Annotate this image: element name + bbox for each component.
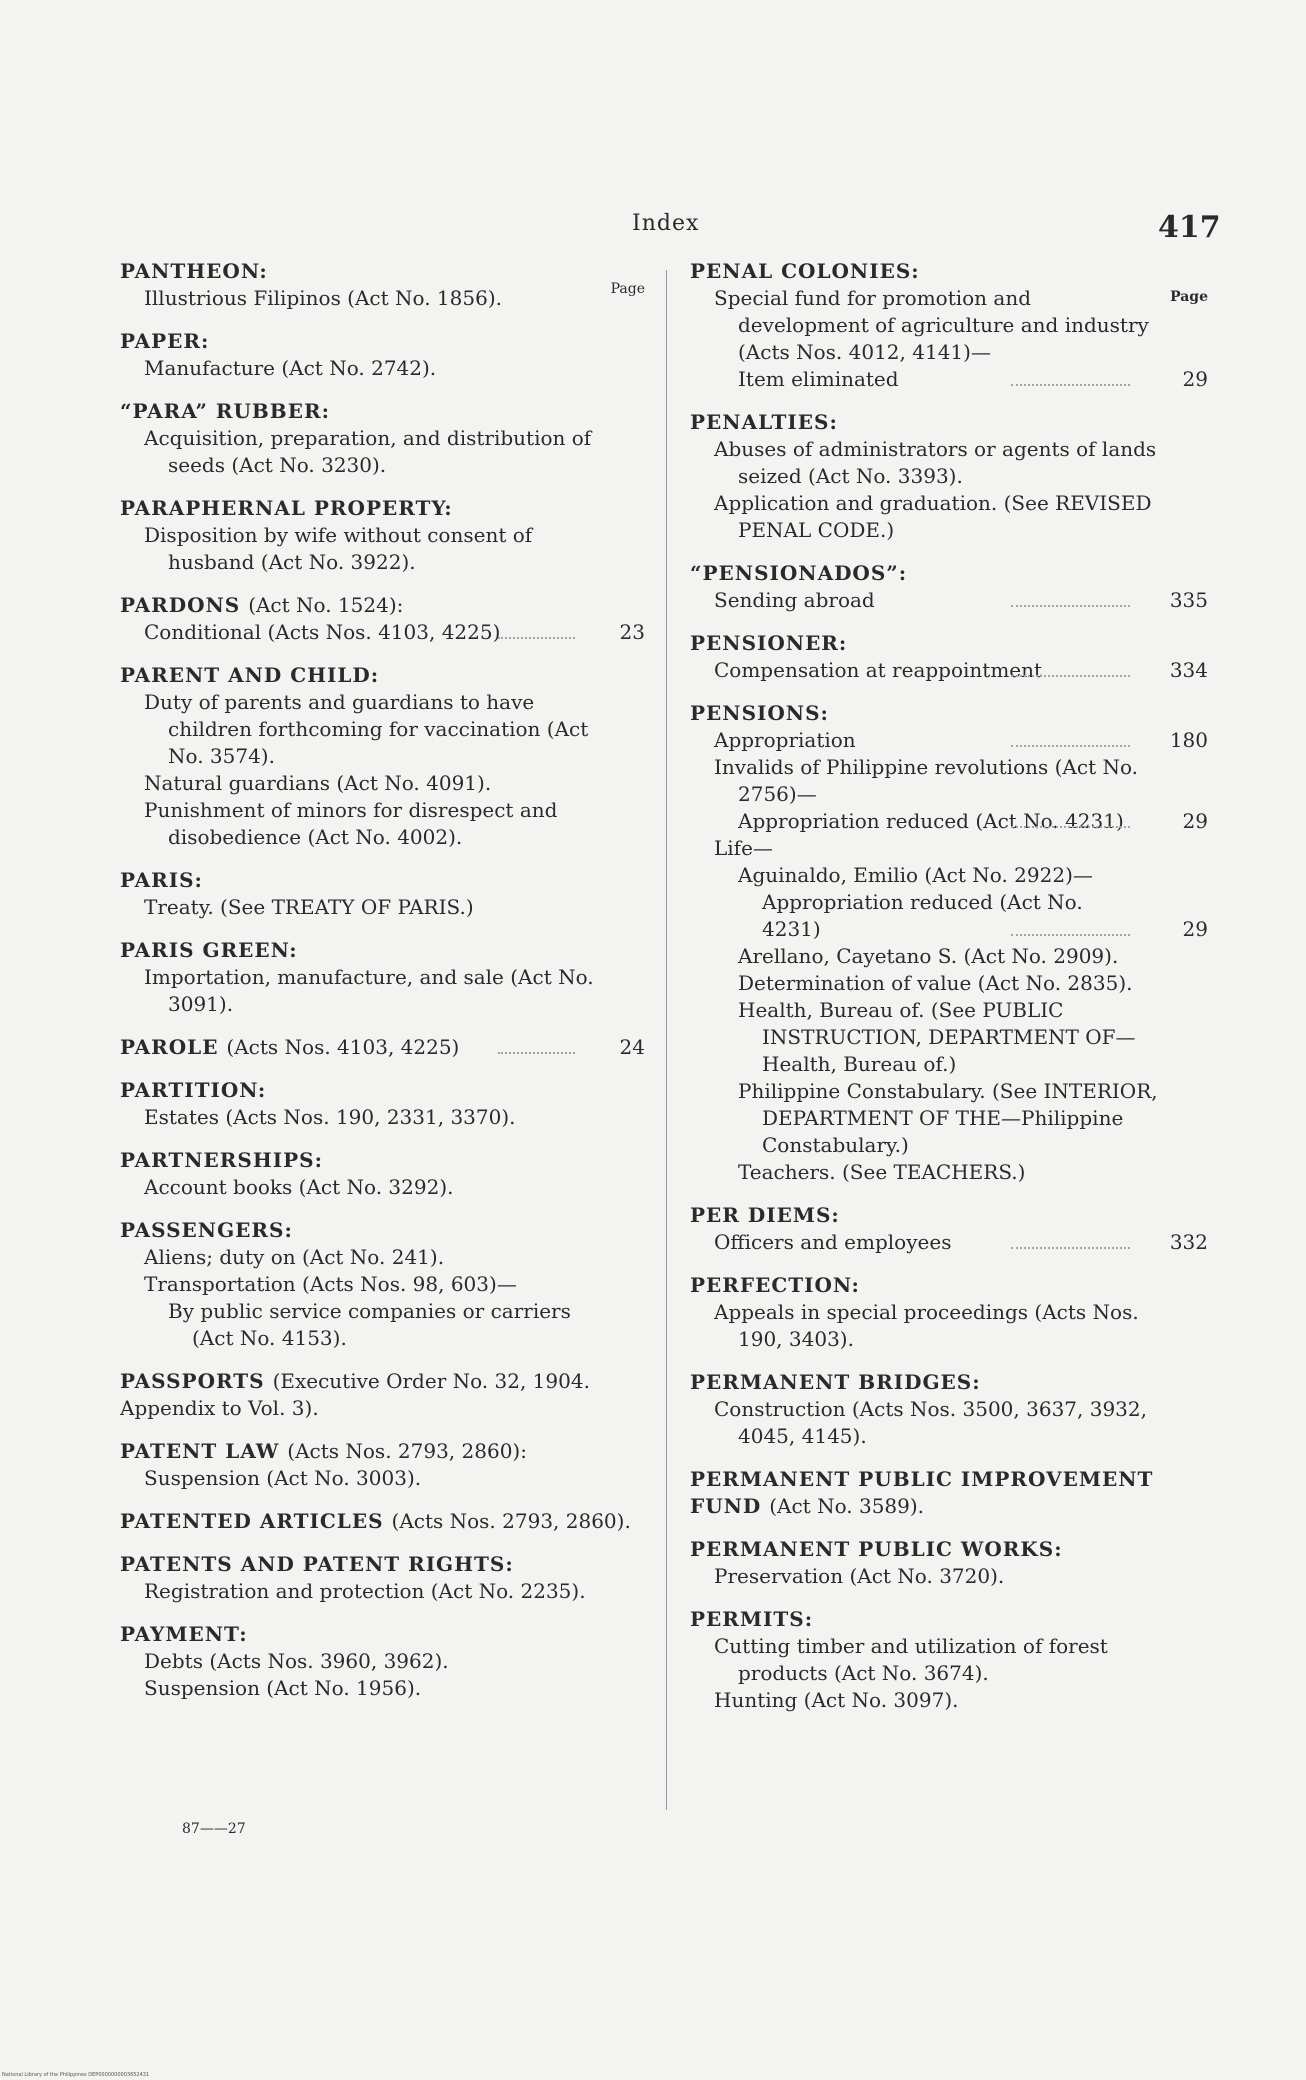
subentry-text: Appropriation reduced (Act No. 4231) [738,809,1124,833]
subentry [120,770,645,797]
subentry-text: Transportation (Acts Nos. 98, 603)— [144,1272,517,1296]
heading-term: PENSIONER: [690,631,848,655]
index-heading [120,937,645,964]
subentry-text: Illustrious Filipinos (Act No. 1856). [144,286,502,310]
index-heading [690,1536,1208,1563]
subentry [120,285,645,312]
subentry-text: Aguinaldo, Emilio (Act No. 2922)— Appropriation reduced (Act No. 4231) [738,863,1093,941]
heading-term: PATENTED ARTICLES [120,1509,384,1533]
heading-term: PERFECTION: [690,1273,860,1297]
subentry-text: Account books (Act No. 3292). [144,1175,454,1199]
page-reference: 29 [1182,917,1208,941]
index-heading [120,1438,645,1465]
heading-term: “PENSIONADOS”: [690,561,908,585]
subentry [120,1675,645,1702]
subentry-text: Aliens; duty on (Act No. 241). [144,1245,445,1269]
subentry-text: Natural guardians (Act No. 4091). [144,771,492,795]
index-heading [690,560,1208,587]
column-rule [666,270,667,1810]
subentry [690,1396,1208,1450]
heading-term: PERMANENT PUBLIC IMPROVEMENT FUND [690,1467,1154,1518]
subentry [120,1174,645,1201]
index-entry [120,1147,645,1201]
subentry-text: Health, Bureau of. (See PUBLIC INSTRUCTION, DEPARTMENT OF—Health, Bureau of.) [738,998,1136,1076]
subentry [690,490,1208,544]
subentry [120,425,645,479]
subentry [690,754,1208,808]
index-entry [120,495,645,576]
subentry-text: Appropriation [714,728,856,752]
index-heading [690,1369,1208,1396]
index-heading [120,1551,645,1578]
subentry-text: Punishment of minors for disrespect and disobedience (Act No. 4002). [144,798,558,849]
index-heading [120,328,645,355]
index-heading [120,1368,645,1422]
heading-term: “PARA” RUBBER: [120,399,330,423]
heading-term: PARTITION: [120,1078,267,1102]
subentry-text: Compensation at reappointment [714,658,1043,682]
subentry [120,1465,645,1492]
index-heading [690,1272,1208,1299]
subentry [120,619,645,646]
subentry-text: Estates (Acts Nos. 190, 2331, 3370). [144,1105,516,1129]
heading-term: PARENT AND CHILD: [120,663,380,687]
heading-term: PERMANENT PUBLIC WORKS: [690,1537,1063,1561]
index-heading [120,592,645,619]
running-head: Index [632,211,700,236]
heading-term: PENALTIES: [690,410,838,434]
printer-signature: 87——27 [182,1821,246,1837]
subentry [690,1633,1208,1687]
heading-reference: (Act No. 1524): [248,593,404,617]
index-heading [120,398,645,425]
subentry-text: By public service companies or carriers (Act No. 4153). [168,1299,571,1350]
heading-term: PENAL COLONIES: [690,259,920,283]
page-reference: 335 [1169,588,1208,612]
heading-term: PERMITS: [690,1607,814,1631]
heading-term: PARIS: [120,868,203,892]
page-number: 417 [1158,210,1221,245]
subentry [690,970,1208,997]
index-entry [690,1466,1208,1520]
page-column-label: Page [610,281,645,297]
index-heading [690,700,1208,727]
index-heading [690,1606,1208,1633]
subentry-text: Suspension (Act No. 3003). [144,1466,422,1490]
subentry-text: Debts (Acts Nos. 3960, 3962). [144,1649,449,1673]
subentry [690,808,1208,835]
subentry-text: Disposition by wife without consent of husband (Act No. 3922). [144,523,533,574]
subentry [120,1271,645,1298]
index-entry [120,1438,645,1492]
index-entry [120,1551,645,1605]
subentry [690,862,1208,943]
index-entry [120,258,645,312]
index-heading [690,630,1208,657]
subentry [690,366,1208,393]
index-heading [120,495,645,522]
index-entry [690,1369,1208,1450]
subentry-text: Manufacture (Act No. 2742). [144,356,437,380]
page-reference: 180 [1169,728,1208,752]
heading-term: PAYMENT: [120,1622,248,1646]
index-heading [120,662,645,689]
heading-term: PATENT LAW [120,1439,280,1463]
index-heading [690,409,1208,436]
index-heading [120,867,645,894]
subentry [120,1578,645,1605]
subentry [120,894,645,921]
subentry [690,587,1208,614]
index-heading [120,1077,645,1104]
index-entry [690,630,1208,684]
heading-term: PATENTS AND PATENT RIGHTS: [120,1552,514,1576]
index-entry [690,560,1208,614]
subentry-text: Treaty. (See TREATY OF PARIS.) [144,895,474,919]
subentry [120,355,645,382]
index-heading [120,1217,645,1244]
index-heading [120,1621,645,1648]
index-entry [120,1368,645,1422]
subentry-text: Registration and protection (Act No. 2235). [144,1579,586,1603]
subentry-text: Philippine Constabulary. (See INTERIOR, DEPARTMENT OF THE—Philippine Constabulary.) [738,1079,1158,1157]
subentry [120,689,645,770]
right-column [690,258,1208,1730]
subentry [690,1229,1208,1256]
page-reference: 23 [619,620,645,644]
heading-term: PERMANENT BRIDGES: [690,1370,981,1394]
subentry [690,943,1208,970]
page-reference: 24 [619,1035,645,1059]
subentry-text: Abuses of administrators or agents of lands seized (Act No. 3393). [714,437,1157,488]
index-entry [120,1217,645,1352]
subentry [690,1078,1208,1159]
index-entry [690,1536,1208,1590]
subentry-text: Special fund for promotion and development of agriculture and industry (Acts Nos. 4012, 4141)— [714,286,1149,364]
heading-reference: (Act No. 3589). [769,1494,925,1518]
heading-reference: (Acts Nos. 2793, 2860). [391,1509,631,1533]
subentry [690,436,1208,490]
subentry [120,964,645,1018]
index-entry [120,867,645,921]
heading-term: PARTNERSHIPS: [120,1148,323,1172]
subentry [690,835,1208,862]
index-heading [690,1202,1208,1229]
subentry [690,285,1208,366]
subentry [120,797,645,851]
subentry [690,657,1208,684]
subentry [690,1687,1208,1714]
index-entry [690,1272,1208,1353]
subentry [690,727,1208,754]
subentry [690,1159,1208,1186]
index-entry [120,328,645,382]
index-entry [120,937,645,1018]
index-heading [120,258,645,285]
subentry-text: Hunting (Act No. 3097). [714,1688,959,1712]
subentry-text: Invalids of Philippine revolutions (Act No. 2756)— [714,755,1139,806]
page-column-label: Page [1170,289,1208,305]
heading-term: PARDONS [120,593,241,617]
heading-term: PAROLE [120,1035,219,1059]
heading-term: PAPER: [120,329,210,353]
heading-reference: (Acts Nos. 2793, 2860): [287,1439,527,1463]
index-entry [120,662,645,851]
index-heading [120,1147,645,1174]
subentry-text: Arellano, Cayetano S. (Act No. 2909). [738,944,1119,968]
index-entry [120,1077,645,1131]
heading-term: PER DIEMS: [690,1203,840,1227]
subentry-text: Suspension (Act No. 1956). [144,1676,422,1700]
subentry-text: Life— [714,836,773,860]
index-entry [120,1621,645,1702]
subentry-text: Appeals in special proceedings (Acts Nos. 190, 3403). [714,1300,1139,1351]
page-reference: 29 [1182,809,1208,833]
left-entries [120,258,645,1702]
index-heading [120,1034,645,1061]
index-entry [120,1034,645,1061]
subentry-text: Cutting timber and utilization of forest products (Act No. 3674). [714,1634,1108,1685]
subentry-text: Teachers. (See TEACHERS.) [738,1160,1026,1184]
subentry-text: Sending abroad [714,588,875,612]
heading-term: PASSPORTS [120,1369,265,1393]
index-entry [690,409,1208,544]
subentry-text: Duty of parents and guardians to have children forthcoming for vaccination (Act No. 3574). [144,690,589,768]
subentry-text: Officers and employees [714,1230,952,1254]
subentry [120,1648,645,1675]
index-entry [690,700,1208,1186]
subentry-text: Application and graduation. (See REVISED PENAL CODE.) [714,491,1152,542]
subentry [120,1298,645,1352]
heading-term: PENSIONS: [690,701,829,725]
page-reference: 334 [1169,658,1208,682]
subentry-text: Determination of value (Act No. 2835). [738,971,1133,995]
heading-term: PARIS GREEN: [120,938,298,962]
right-entries [690,258,1208,1714]
index-entry [690,1202,1208,1256]
heading-reference: (Executive Order No. 32, 1904. Appendix to Vol. 3). [120,1369,590,1420]
subentry-text: Acquisition, preparation, and distribution of seeds (Act No. 3230). [144,426,592,477]
subentry-text: Item eliminated [738,367,899,391]
subentry-text: Conditional (Acts Nos. 4103, 4225) [144,620,501,644]
subentry [690,1563,1208,1590]
subentry [120,1244,645,1271]
subentry-text: Preservation (Act No. 3720). [714,1564,1005,1588]
heading-term: PANTHEON: [120,259,268,283]
subentry [120,1104,645,1131]
page-reference: 29 [1182,367,1208,391]
archive-credit: National Library of the Philippines DEP0000000003652431 [2,2072,150,2078]
index-heading [690,1466,1208,1520]
index-entry [690,258,1208,393]
index-entry [120,398,645,479]
index-heading [690,258,1208,285]
subentry [120,522,645,576]
heading-reference: (Acts Nos. 4103, 4225) [226,1035,460,1059]
subentry-text: Construction (Acts Nos. 3500, 3637, 3932, 4045, 4145). [714,1397,1147,1448]
index-entry [690,1606,1208,1714]
subentry-text: Importation, manufacture, and sale (Act No. 3091). [144,965,594,1016]
subentry [690,997,1208,1078]
index-entry [120,592,645,646]
index-heading [120,1508,645,1535]
subentry [690,1299,1208,1353]
heading-term: PARAPHERNAL PROPERTY: [120,496,453,520]
index-entry [120,1508,645,1535]
page-reference: 332 [1169,1230,1208,1254]
left-column [120,258,645,1718]
heading-term: PASSENGERS: [120,1218,293,1242]
